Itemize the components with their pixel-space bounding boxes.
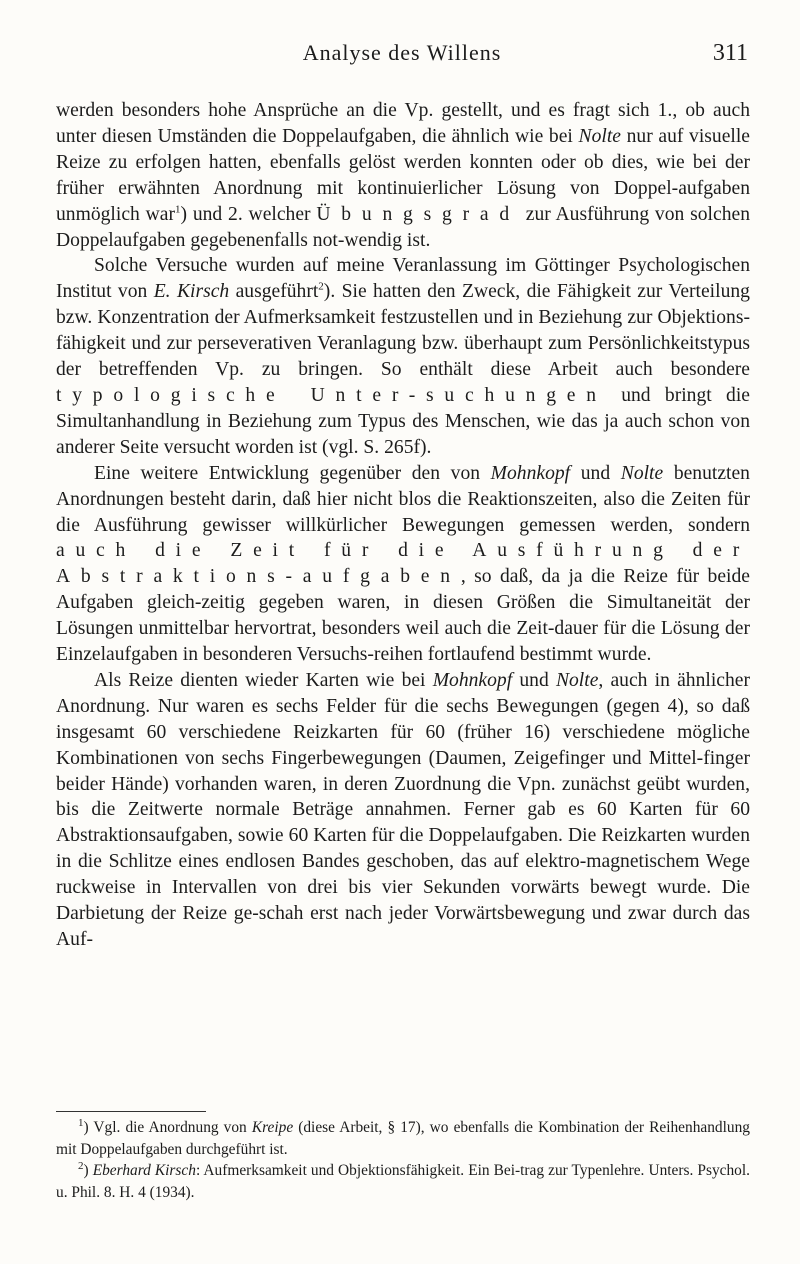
author-name: Nolte [555,669,599,691]
page-number: 311 [712,40,748,66]
author-name: Kreipe [251,1119,294,1136]
spaced-emphasis: typologische Unter-suchungen [56,384,607,406]
spaced-emphasis: Übungsgrad [316,203,520,225]
body-text [56,98,750,953]
footnote-ref: 2 [318,280,324,293]
footnote-ref: 1 [175,203,181,216]
footnote-2: $^2$) Eberhard Kirsch: Aufmerksamkeit und Objektionsfähigkeit. Ein Bei-trag zur Typenlehre. Unters. Psychol. u. Phil. 8. H. 4 (1934). [56,1159,750,1201]
author-name: Eberhard Kirsch [92,1162,196,1179]
footnote-divider [56,1111,206,1112]
spaced-emphasis: auch die Zeit für die Ausführung der Abstraktions-aufgaben [56,540,750,588]
author-name: E. Kirsch [153,281,230,303]
footnote-1: $^1$) Vgl. die Anordnung von Kreipe (diese Arbeit, § 17), wo ebenfalls die Kombination der Reihenhandlung mit Doppelaufgaben durchgeführt ist. [56,1116,750,1158]
paragraph-3: Eine weitere Entwicklung gegenüber den von Mohnkopf und Nolte benutzten Anordnungen besteht darin, daß hier nicht blos die Reaktionszeiten, also die Zeiten für die Ausführung gewisser willkürlicher Bewegungen gemessen werden, sondern auch die Zeit für die Ausführung der Abstraktions-aufgaben, so daß, da ja die Reize für beide Aufgaben gleich-zeitig gegeben waren, in diesen Größen die Simultaneität der Lösungen unmittelbar hervortrat, besonders weil auch die Zeit-dauer für die Lösung der Einzelaufgaben in besonderen Versuchs-reihen fortlaufend bestimmt wurde. [56,462,750,666]
author-name: Mohnkopf [490,462,571,484]
paragraph-4: Als Reize dienten wieder Karten wie bei Mohnkopf und Nolte, auch in ähnlicher Anordnung. Nur waren es sechs Felder für die sechs Bewegungen (gegen 4), so daß insgesamt 60 verschiedene Reizkarten für 60 (früher 16) verschiedene mögliche Kombinationen von sechs Fingerbewegungen (Daumen, Zeigefinger und Mittel-finger beider Hände) vorhanden waren, in deren Zuordnung die Vpn. zunächst geübt wurden, bis die Zeitwerte normale Beträge annahmen. Ferner gab es 60 Karten für 60 Abstraktionsaufgaben, sowie 60 Karten für die Doppelaufgaben. Die Reizkarten wurden in die Schlitze eines endlosen Bandes geschoben, das auf elektro-magnetischem Wege ruckweise in Intervallen von drei bis vier Sekunden vorwärts bewegt wurde. Die Darbietung der Reize ge-schah erst nach jeder Vorwärtsbewegung und zwar durch das Auf- [56,669,750,950]
author-name: Mohnkopf [432,669,513,691]
author-name: Nolte [578,125,621,147]
paragraph-2: Solche Versuche wurden auf meine Veranlassung im Göttinger Psychologischen Institut von E. Kirsch ausgeführt$^2$). Sie hatten den Zweck, die Fähigkeit zur Verteilung bzw. Konzentration der Aufmerksamkeit festzustellen und in Beziehung zur Objektions-fähigkeit und zur perseverativen Veranlagung bzw. überhaupt zum Persönlichkeitstypus der betreffenden Vp. zu bringen. So enthält diese Arbeit auch besondere typologische Unter-suchungen und bringt die Simultanhandlung in Beziehung zum Typus des Menschen, wie das ja auch schon von anderer Seite versucht worden ist (vgl. S. 265f). [56,255,750,458]
running-title: Analyse des Willens [302,40,502,65]
paragraph-1: werden besonders hohe Ansprüche an die Vp. gestellt, und es fragt sich 1., ob auch unter diesen Umständen die Doppelaufgaben, die ähnlich wie bei Nolte nur auf visuelle Reize zu erfolgen hatten, ebenfalls gelöst werden konnten oder ob dies, wie bei der früher erwähnten Anordnung mit kontinuierlicher Lösung von Doppel-aufgaben unmöglich war$^1$) und 2. welcher Übungsgrad zur Ausführung von solchen Doppelaufgaben gegebenenfalls not-wendig ist. [56,100,750,251]
footnotes [56,1117,750,1203]
page-header [56,40,748,90]
author-name: Nolte [620,462,664,484]
